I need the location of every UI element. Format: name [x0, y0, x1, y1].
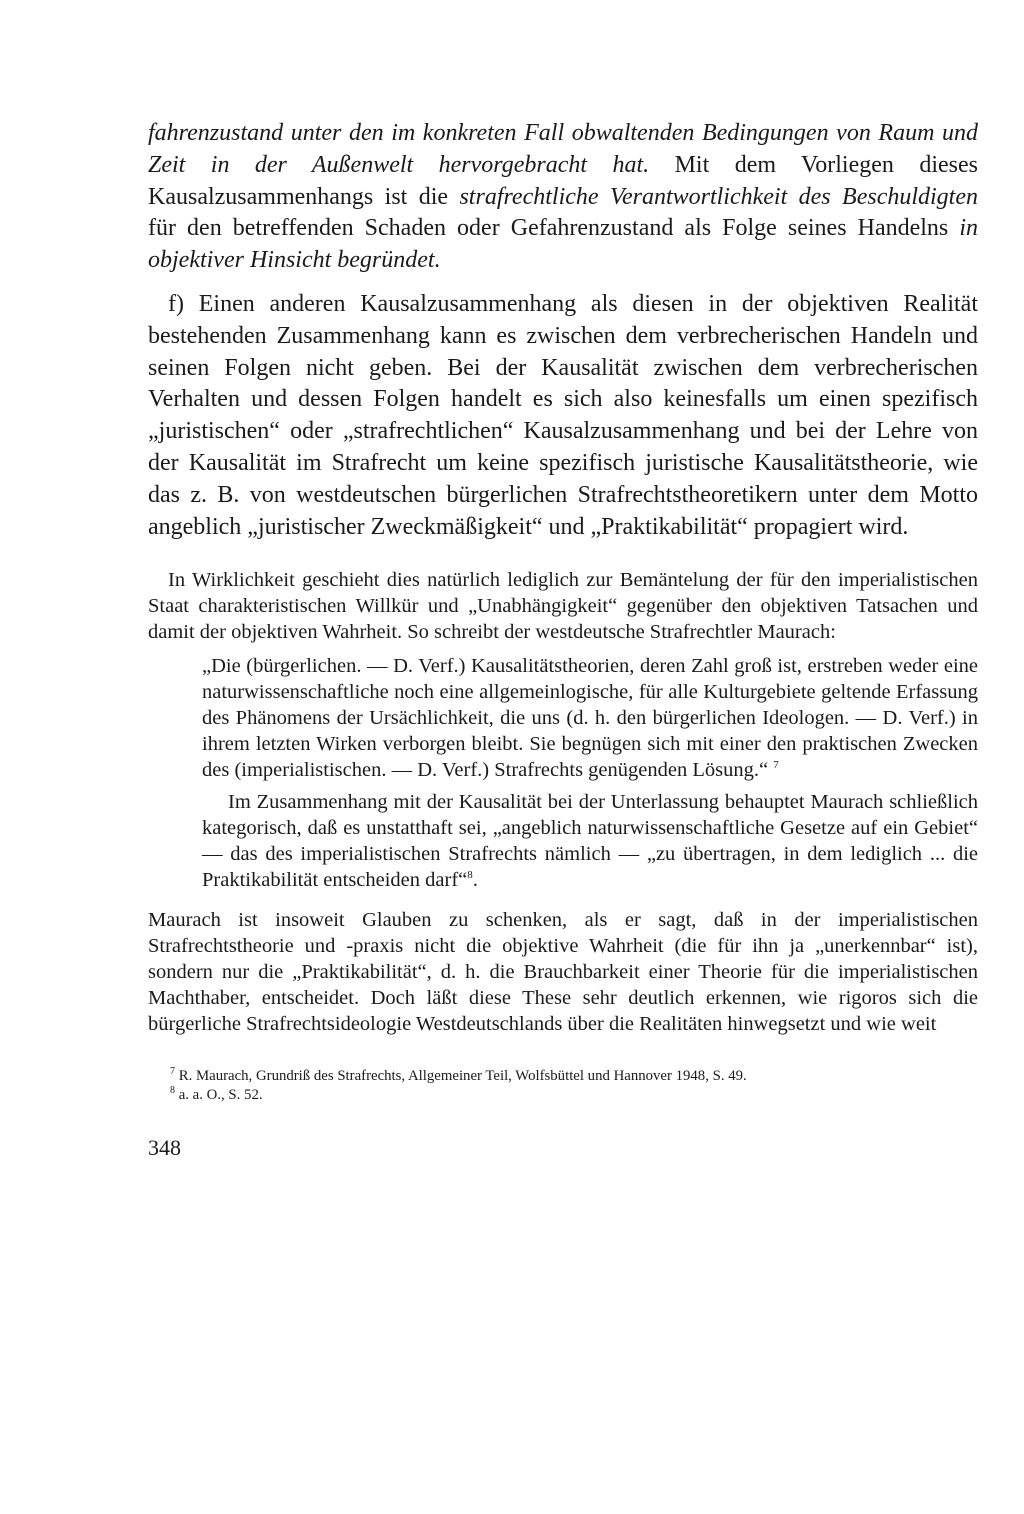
quote-kausalitaetstheorien	[202, 653, 978, 783]
footnote-ref-8[interactable]: 8	[467, 869, 473, 882]
footnote-mark: 7	[170, 1066, 175, 1078]
emphasis-text: strafrechtliche Verantwortlichkeit des Beschuldigten	[459, 183, 978, 210]
page-number: 348	[148, 1135, 181, 1161]
footnote-text: a. a. O., S. 52.	[175, 1087, 263, 1104]
footnotes	[148, 1067, 978, 1105]
blockquote-maurach	[202, 653, 978, 893]
paragraph-causality-conclusion	[148, 118, 978, 277]
body-text: Mit dem Vorliegen dieses Kausalzusammenhangs ist die	[148, 151, 978, 210]
quote-end: .	[472, 869, 478, 892]
quote-text: Im Zusammenhang mit der Kausalität bei der Unterlassung behauptet Maurach schließlich kategorisch, daß es unstatthaft sei, „angeblich naturwissenschaftliche Gesetze auf ein Gebiet“ — das des imperialistischen Strafrechts nämlich — „zu übertragen, in dem lediglich ... die Praktikabilität entscheiden darf“	[202, 791, 978, 892]
emphasis-text: fahrenzustand unter den im konkreten Fall obwaltenden Bedingungen von Raum und Zeit in der Außenwelt hervorgebracht hat.	[148, 120, 978, 178]
paragraph-maurach-glauben: Maurach ist insoweit Glauben zu schenken, als er sagt, daß in der imperialistischen Strafrechtstheorie und -praxis nicht die objektive Wahrheit (die für ihn ja „unerkennbar“ ist), sondern nur die „Praktikabilität“, d. h. die Brauchbarkeit einer Theorie für die imperialistischen Machthaber, entscheidet. Doch läßt diese These sehr deutlich erkennen, wie rigoros sich die bürgerliche Strafrechtsideologie Westdeutschlands über die Realitäten hinwegsetzt und wie weit	[148, 909, 978, 1036]
small-print-section	[148, 567, 978, 1037]
book-page	[148, 118, 978, 1161]
quote-unterlassung	[202, 789, 978, 893]
body-text: für den betreffenden Schaden oder Gefahrenzustand als Folge seines Handelns	[148, 215, 960, 242]
footnote-ref-7[interactable]: 7	[773, 759, 779, 772]
paragraph-f: f) Einen anderen Kausalzusammenhang als diesen in der objektiven Realität bestehenden Zusammenhang kann es zwischen dem verbrecherischen Handeln und seinen Folgen nicht geben. Bei der Kausalität zwischen dem verbrecherischen Verhalten und dessen Folgen handelt es sich also keinesfalls um einen spezifisch „juristischen“ oder „strafrechtlichen“ Kausalzusammenhang und bei der Lehre von der Kausalität im Strafrecht um keine spezifisch juristische Kausalitätstheorie, wie das z. B. von westdeutschen bürgerlichen Strafrechtstheoretikern unter dem Motto angeblich „juristischer Zweckmäßigkeit“ und „Praktikabilität“ propagiert wird.	[148, 290, 978, 540]
emphasis-text: in objektiver Hinsicht begründet.	[148, 215, 978, 274]
quote-text: „Die (bürgerlichen. — D. Verf.) Kausalitätstheorien, deren Zahl groß ist, erstreben weder eine naturwissenschaftliche noch eine allgemeinlogische, für alle Kulturgebiete geltende Erfassung des Phänomens der Ursächlichkeit, die uns (d. h. den bürgerlichen Ideologen. — D. Verf.) in ihrem letzten Wirken verborgen bleibt. Sie begnügen sich mit einer den praktischen Zwecken des (imperialistischen. — D. Verf.) Strafrechts genügenden Lösung.“	[202, 655, 978, 782]
footnote-text: R. Maurach, Grundriß des Strafrechts, Allgemeiner Teil, Wolfsbüttel und Hannover 1948, S. 49.	[175, 1068, 747, 1085]
footnote-8	[148, 1086, 978, 1105]
footnote-7	[148, 1067, 978, 1086]
paragraph-wirklichkeit: In Wirklichkeit geschieht dies natürlich lediglich zur Bemäntelung der für den imperialistischen Staat charakteristischen Willkür und „Unabhängigkeit“ gegenüber den objektiven Tatsachen und damit der objektiven Wahrheit. So schreibt der westdeutsche Strafrechtler Maurach:	[148, 569, 978, 644]
footnote-mark: 8	[170, 1085, 175, 1097]
